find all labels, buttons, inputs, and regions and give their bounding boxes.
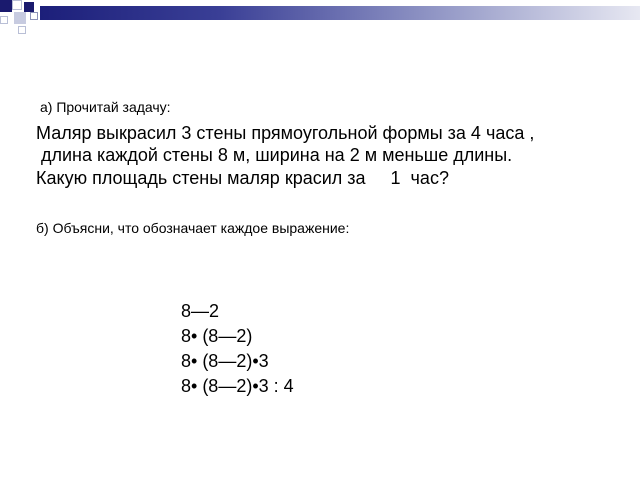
decor-square [0, 0, 12, 12]
explain-heading: б) Объясни, что обозначает каждое выражение: [36, 220, 350, 236]
decor-square [30, 12, 38, 20]
expression-item: 8• (8—2) [181, 326, 253, 346]
top-decor-bar [40, 6, 640, 20]
expression-list [181, 299, 294, 399]
task-heading: а) Прочитай задачу: [40, 99, 171, 115]
decor-square [12, 0, 22, 10]
task-text-line: Какую площадь стены маляр красил за 1 час? [36, 168, 449, 188]
decor-square [0, 16, 8, 24]
decor-square [18, 26, 26, 34]
task-text-line: Маляр выкрасил 3 стены прямоугольной формы за 4 часа , [36, 123, 535, 143]
task-text-line: длина каждой стены 8 м, ширина на 2 м меньше длины. [36, 145, 513, 165]
decor-square [24, 2, 34, 12]
expression-item: 8• (8—2)•3 : 4 [181, 376, 294, 396]
expression-item: 8• (8—2)•3 [181, 351, 269, 371]
decor-square [14, 12, 26, 24]
expression-item: 8—2 [181, 301, 220, 321]
